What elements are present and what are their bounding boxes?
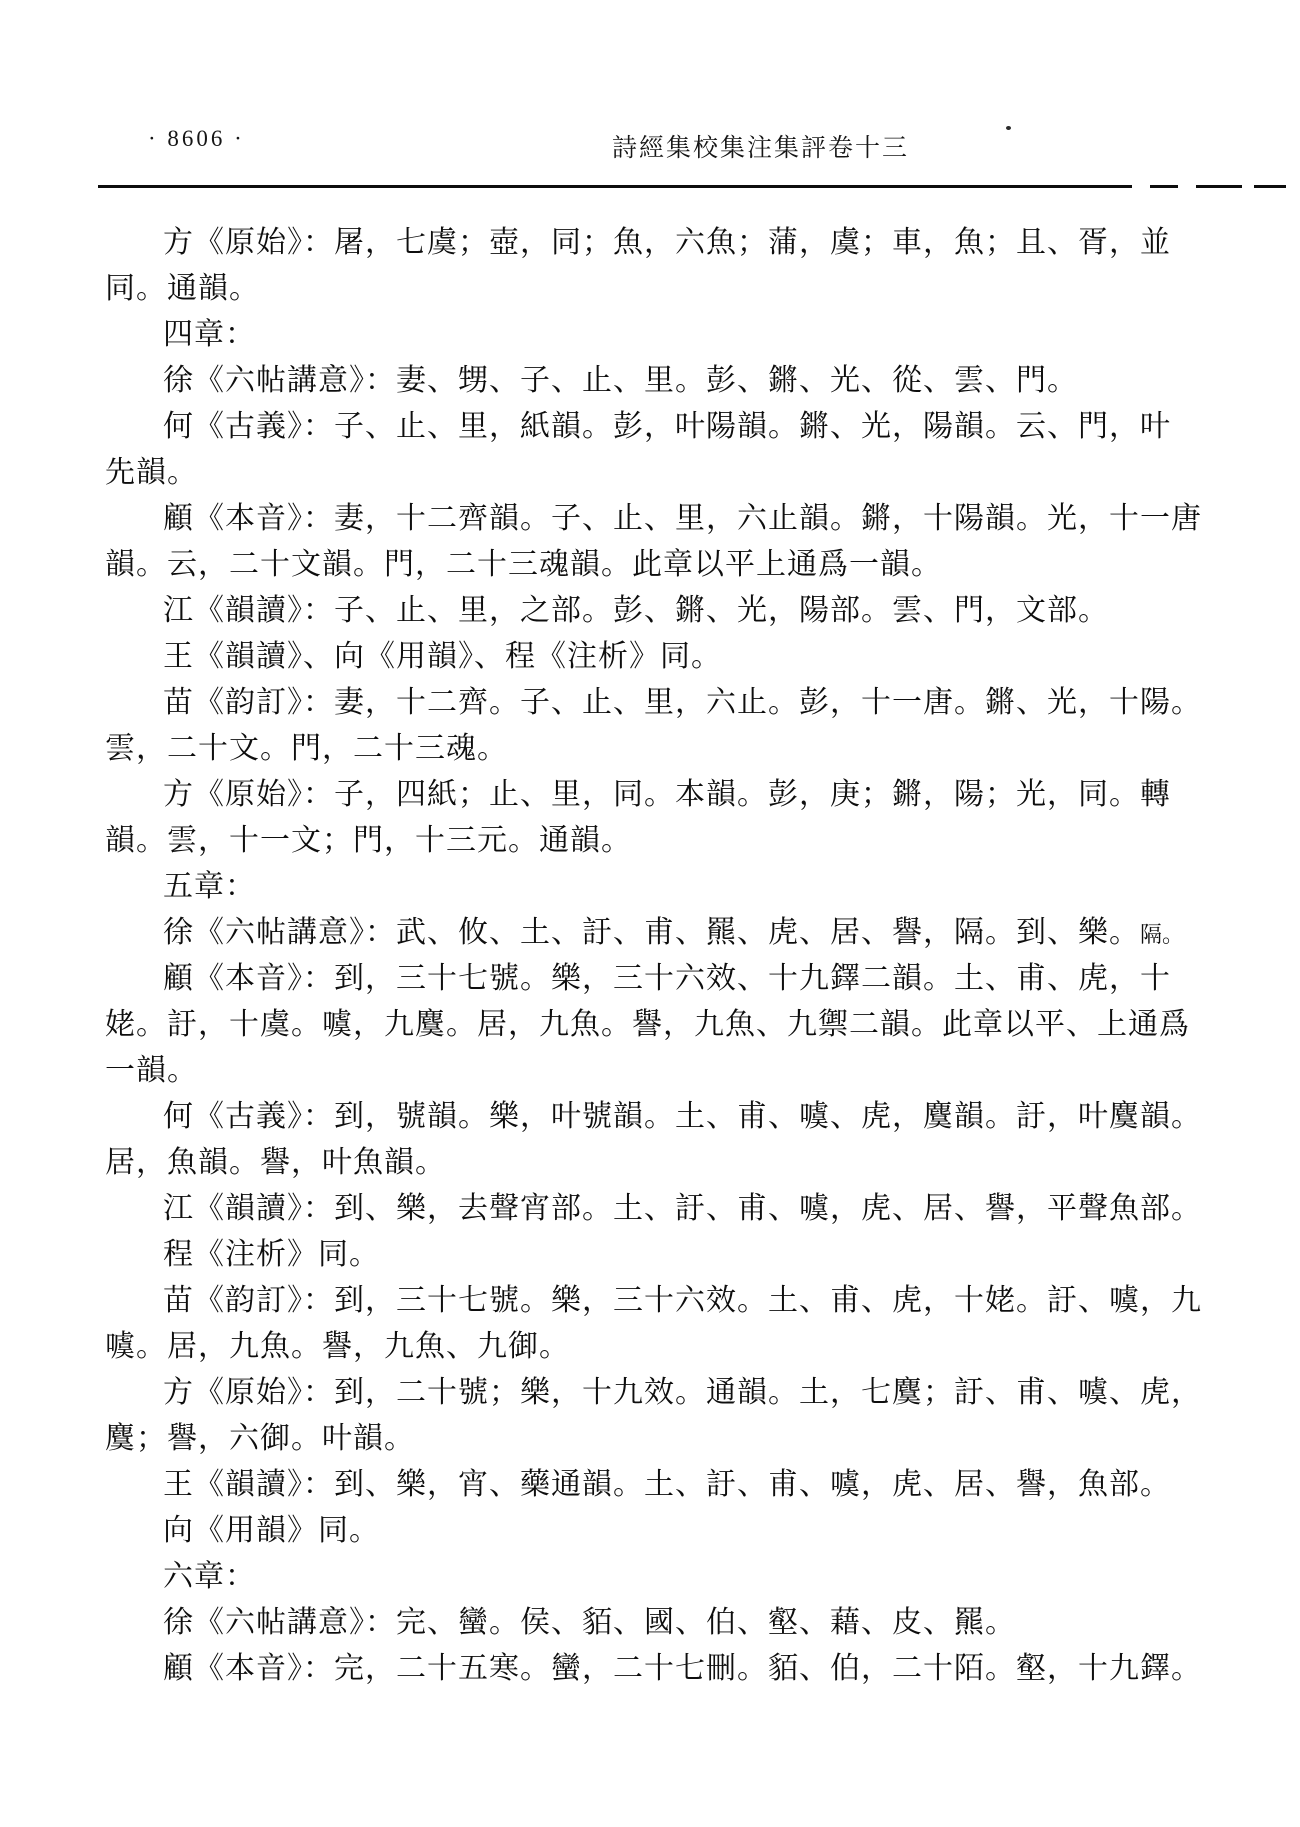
text-line: 顧《本音》：完，二十五寒。蠻，二十七刪。貊、伯，二十陌。壑，十九鐸。 bbox=[163, 1652, 1202, 1685]
text-line: 向《用韻》同。 bbox=[163, 1514, 380, 1547]
text-line: 同。通韻。 bbox=[105, 272, 260, 305]
text-line: 姥。訏，十虞。噳，九麌。居，九魚。譽，九魚、九禦二韻。此章以平、上通爲 bbox=[105, 1008, 1190, 1041]
header-rule-dash bbox=[1254, 185, 1286, 188]
text-line: 韻。雲，十一文；門，十三元。通韻。 bbox=[105, 824, 632, 857]
text-line: 雲，二十文。門，二十三魂。 bbox=[105, 732, 508, 765]
text-line-main: 徐《六帖講意》：武、攸、土、訏、甫、羆、虎、居、譽，隔。到、樂。 bbox=[163, 916, 1140, 949]
text-line: 一韻。 bbox=[105, 1054, 198, 1087]
scan-artifact-dot bbox=[1006, 126, 1011, 130]
body-text-block bbox=[105, 220, 1200, 1692]
text-line: 何《古義》：子、止、里，紙韻。彭，叶陽韻。鏘、光，陽韻。云、門，叶 bbox=[163, 410, 1171, 443]
section-heading: 六章： bbox=[163, 1560, 256, 1593]
small-note: 隔。 bbox=[1140, 922, 1185, 947]
text-line: 方《原始》：屠，七虞；壺，同；魚，六魚；蒲，虞；車，魚；且、胥，並 bbox=[163, 226, 1171, 259]
text-line: 徐《六帖講意》：完、蠻。侯、貊、國、伯、壑、藉、皮、羆。 bbox=[163, 1606, 1016, 1639]
text-line: 徐《六帖講意》：妻、甥、子、止、里。彭、鏘、光、從、雲、門。 bbox=[163, 364, 1078, 397]
text-line: 江《韻讀》：到、樂，去聲宵部。土、訏、甫、噳，虎、居、譽，平聲魚部。 bbox=[163, 1192, 1202, 1225]
text-line: 噳。居，九魚。譽，九魚、九御。 bbox=[105, 1330, 570, 1363]
page-number: · 8606 · bbox=[148, 126, 245, 151]
text-line: 方《原始》：到，二十號；樂，十九效。通韻。土，七麌；訏、甫、噳、虎， bbox=[163, 1376, 1202, 1409]
text-line: 苗《韵訂》：妻，十二齊。子、止、里，六止。彭，十一唐。鏘、光，十陽。 bbox=[163, 686, 1202, 719]
text-line: 韻。云，二十文韻。門，二十三魂韻。此章以平上通爲一韻。 bbox=[105, 548, 942, 581]
text-line: 苗《韵訂》：到，三十七號。樂，三十六效。土、甫、虎，十姥。訏、噳，九 bbox=[163, 1284, 1202, 1317]
header-rule-dash bbox=[1150, 185, 1178, 188]
header-rule bbox=[98, 185, 1132, 188]
text-line: 江《韻讀》：子、止、里，之部。彭、鏘、光，陽部。雲、門，文部。 bbox=[163, 594, 1109, 627]
text-line: 顧《本音》：到，三十七號。樂，三十六效、十九鐸二韻。土、甫、虎，十 bbox=[163, 962, 1171, 995]
text-line: 居，魚韻。譽，叶魚韻。 bbox=[105, 1146, 446, 1179]
text-line bbox=[105, 910, 1200, 956]
section-heading: 四章： bbox=[163, 318, 256, 351]
text-line: 顧《本音》：妻，十二齊韻。子、止、里，六止韻。鏘，十陽韻。光，十一唐 bbox=[163, 502, 1202, 535]
text-line: 先韻。 bbox=[105, 456, 198, 489]
text-line: 何《古義》：到，號韻。樂，叶號韻。土、甫、噳、虎，麌韻。訏，叶麌韻。 bbox=[163, 1100, 1202, 1133]
text-line: 王《韻讀》：到、樂，宵、藥通韻。土、訏、甫、噳，虎、居、譽，魚部。 bbox=[163, 1468, 1171, 1501]
text-line: 方《原始》：子，四紙；止、里，同。本韻。彭，庚；鏘，陽；光，同。轉 bbox=[163, 778, 1171, 811]
section-heading: 五章： bbox=[163, 870, 256, 903]
header-rule-dash bbox=[1196, 185, 1242, 188]
running-title: 詩經集校集注集評卷十三 bbox=[612, 135, 910, 162]
text-line: 王《韻讀》、向《用韻》、程《注析》同。 bbox=[163, 640, 722, 673]
text-line: 程《注析》同。 bbox=[163, 1238, 380, 1271]
text-line: 麌；譽，六御。叶韻。 bbox=[105, 1422, 415, 1455]
